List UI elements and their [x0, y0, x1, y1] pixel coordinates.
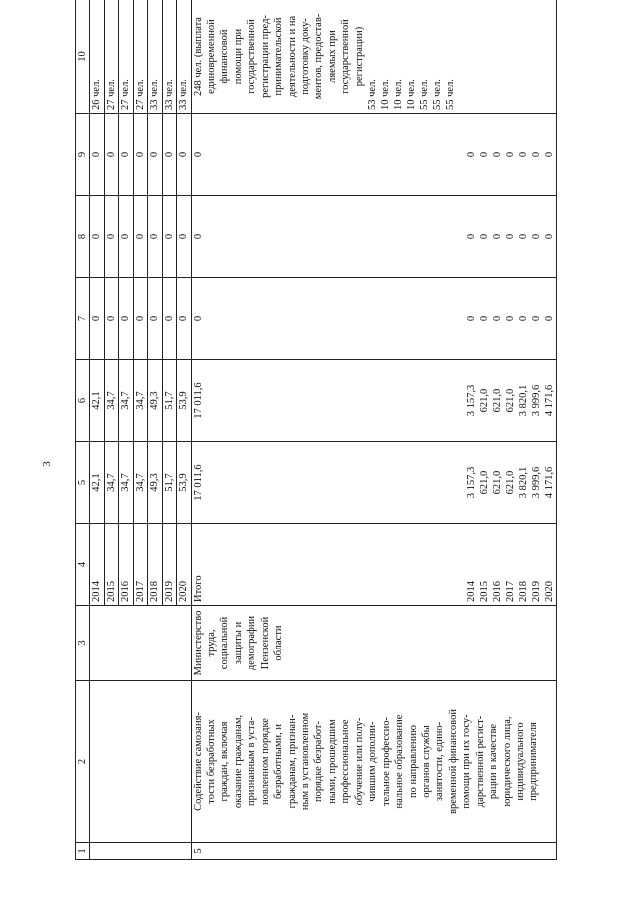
year-value: 3 820,1 [517, 384, 529, 417]
year-label: 2017 [504, 581, 516, 602]
col7-values [191, 278, 556, 360]
year-result: 10 чел. [406, 79, 418, 110]
column-number-row [76, 0, 90, 860]
year-value: 3 157,3 [465, 466, 477, 499]
col-header-7: 7 [76, 278, 90, 360]
col-header-6: 6 [76, 360, 90, 442]
year-value: 621,0 [504, 388, 516, 413]
item-executor: Министерство труда, социальной защиты и демографии Пензенской области [191, 606, 556, 681]
total-value: 17 011,6 [192, 382, 204, 419]
col-header-8: 8 [76, 196, 90, 278]
value-cell: 0 [162, 278, 176, 360]
year-value: 0 [543, 233, 555, 240]
value-cell: 0 [104, 114, 118, 196]
value-cell: 34,7 [104, 442, 118, 524]
year-result: 55 чел. [419, 79, 431, 110]
result-cell: 27 чел. [104, 0, 118, 114]
value-cell: 0 [177, 196, 191, 278]
col-header-1: 1 [76, 843, 90, 860]
value-cell: 42,1 [90, 360, 104, 442]
year-label: 2018 [517, 581, 529, 602]
year-value: 0 [543, 315, 555, 322]
empty-cell [90, 606, 191, 681]
table-row [90, 0, 104, 860]
year-value: 3 999,6 [530, 384, 542, 417]
year-label: 2016 [491, 581, 503, 602]
year-cell: 2015 [104, 524, 118, 606]
total-value: 0 [192, 315, 204, 322]
result-cell: 33 чел. [177, 0, 191, 114]
rotated-table-container [75, 13, 580, 860]
year-value: 3 157,3 [465, 384, 477, 417]
year-value: 621,0 [491, 388, 503, 413]
year-value: 0 [465, 315, 477, 322]
year-cell: 2020 [177, 524, 191, 606]
value-cell: 34,7 [119, 442, 133, 524]
result-cell: 26 чел. [90, 0, 104, 114]
col9-values [191, 114, 556, 196]
year-result: 53 чел. [367, 79, 379, 110]
year-label: 2015 [478, 581, 490, 602]
col8-values [191, 196, 556, 278]
col6-values [191, 360, 556, 442]
year-value: 4 171,6 [543, 384, 555, 417]
value-cell: 49,3 [148, 360, 162, 442]
year-value: 0 [530, 233, 542, 240]
year-value: 0 [517, 151, 529, 158]
value-cell: 0 [104, 278, 118, 360]
result-cell: 27 чел. [133, 0, 147, 114]
year-value: 0 [504, 233, 516, 240]
value-cell: 51,7 [162, 360, 176, 442]
value-cell: 0 [148, 114, 162, 196]
year-value: 0 [478, 151, 490, 158]
value-cell: 34,7 [133, 442, 147, 524]
value-cell: 34,7 [104, 360, 118, 442]
col5-values [191, 442, 556, 524]
col-header-3: 3 [76, 606, 90, 681]
empty-cell [90, 843, 191, 860]
year-label: 2020 [543, 581, 555, 602]
year-value: 621,0 [491, 470, 503, 495]
value-cell: 34,7 [119, 360, 133, 442]
year-label: 2019 [530, 581, 542, 602]
year-result: 55 чел. [432, 79, 444, 110]
value-cell: 0 [119, 196, 133, 278]
col-header-9: 9 [76, 114, 90, 196]
col-header-5: 5 [76, 442, 90, 524]
year-value: 3 999,6 [530, 466, 542, 499]
value-cell: 34,7 [133, 360, 147, 442]
year-value: 0 [491, 151, 503, 158]
value-cell: 0 [162, 114, 176, 196]
value-cell: 0 [162, 196, 176, 278]
year-value: 0 [530, 151, 542, 158]
year-value: 0 [504, 315, 516, 322]
value-cell: 0 [104, 196, 118, 278]
year-label: 2014 [465, 581, 477, 602]
year-value: 0 [530, 315, 542, 322]
value-cell: 0 [133, 114, 147, 196]
year-column [191, 524, 556, 606]
year-value: 0 [517, 233, 529, 240]
result-cell: 33 чел. [148, 0, 162, 114]
year-value: 0 [478, 315, 490, 322]
year-value: 621,0 [504, 470, 516, 495]
item-5-row [191, 0, 556, 860]
result-cell: 33 чел. [162, 0, 176, 114]
year-cell: 2018 [148, 524, 162, 606]
item-number: 5 [191, 843, 556, 860]
year-value: 0 [478, 233, 490, 240]
year-value: 0 [465, 233, 477, 240]
value-cell: 0 [148, 196, 162, 278]
value-cell: 53,9 [177, 360, 191, 442]
year-result: 55 чел. [445, 79, 457, 110]
value-cell: 0 [90, 196, 104, 278]
year-result: 10 чел. [380, 79, 392, 110]
year-value: 621,0 [478, 470, 490, 495]
col-header-4: 4 [76, 524, 90, 606]
year-cell: 2016 [119, 524, 133, 606]
year-value: 0 [543, 151, 555, 158]
value-cell: 0 [133, 278, 147, 360]
value-cell: 0 [133, 196, 147, 278]
total-value: 0 [192, 233, 204, 240]
col-header-2: 2 [76, 681, 90, 843]
total-result: 248 чел. (выплата единовременной финансовой помощи при государственной регистрации пред- принимательской деятельности и на подготовку доку- ментов, предостав- ляемых при государственной регистрации) [192, 13, 365, 100]
year-cell: 2017 [133, 524, 147, 606]
total-value: 0 [192, 151, 204, 158]
page-number: 3 [40, 461, 53, 467]
value-cell: 51,7 [162, 442, 176, 524]
item-description: Содействие самозаня- тости безработных граждан, включая оказание гражданам, признанным в уста- новленном порядке безработными, и гражданам, признан- ным в установленном порядке безработ- ными, прошедшим профессиональное обучение или полу- чившим дополни- тельное профессио- нальное образование по направлению органов службы занятости, едино- временной финансовой помощи при их госу- дарственной регист- рации в качестве юридического лица, индивидуального предпринимателя [191, 681, 556, 843]
col10-values [191, 0, 556, 114]
year-value: 621,0 [478, 388, 490, 413]
program-table [75, 0, 557, 860]
value-cell: 0 [119, 114, 133, 196]
year-value: 4 171,6 [543, 466, 555, 499]
year-cell: 2014 [90, 524, 104, 606]
value-cell: 53,9 [177, 442, 191, 524]
empty-cell [90, 681, 191, 843]
value-cell: 0 [177, 278, 191, 360]
value-cell: 49,3 [148, 442, 162, 524]
year-value: 0 [491, 233, 503, 240]
year-cell: 2019 [162, 524, 176, 606]
value-cell: 0 [119, 278, 133, 360]
year-value: 3 820,1 [517, 466, 529, 499]
year-value: 0 [517, 315, 529, 322]
result-cell: 27 чел. [119, 0, 133, 114]
total-value: 17 011,6 [192, 464, 204, 501]
year-result: 10 чел. [393, 79, 405, 110]
year-value: 0 [504, 151, 516, 158]
value-cell: 0 [148, 278, 162, 360]
year-value: 0 [465, 151, 477, 158]
value-cell: 0 [90, 278, 104, 360]
year-value: 0 [491, 315, 503, 322]
value-cell: 42,1 [90, 442, 104, 524]
total-label: Итого [192, 575, 204, 602]
value-cell: 0 [90, 114, 104, 196]
col-header-10: 10 [76, 0, 90, 114]
value-cell: 0 [177, 114, 191, 196]
